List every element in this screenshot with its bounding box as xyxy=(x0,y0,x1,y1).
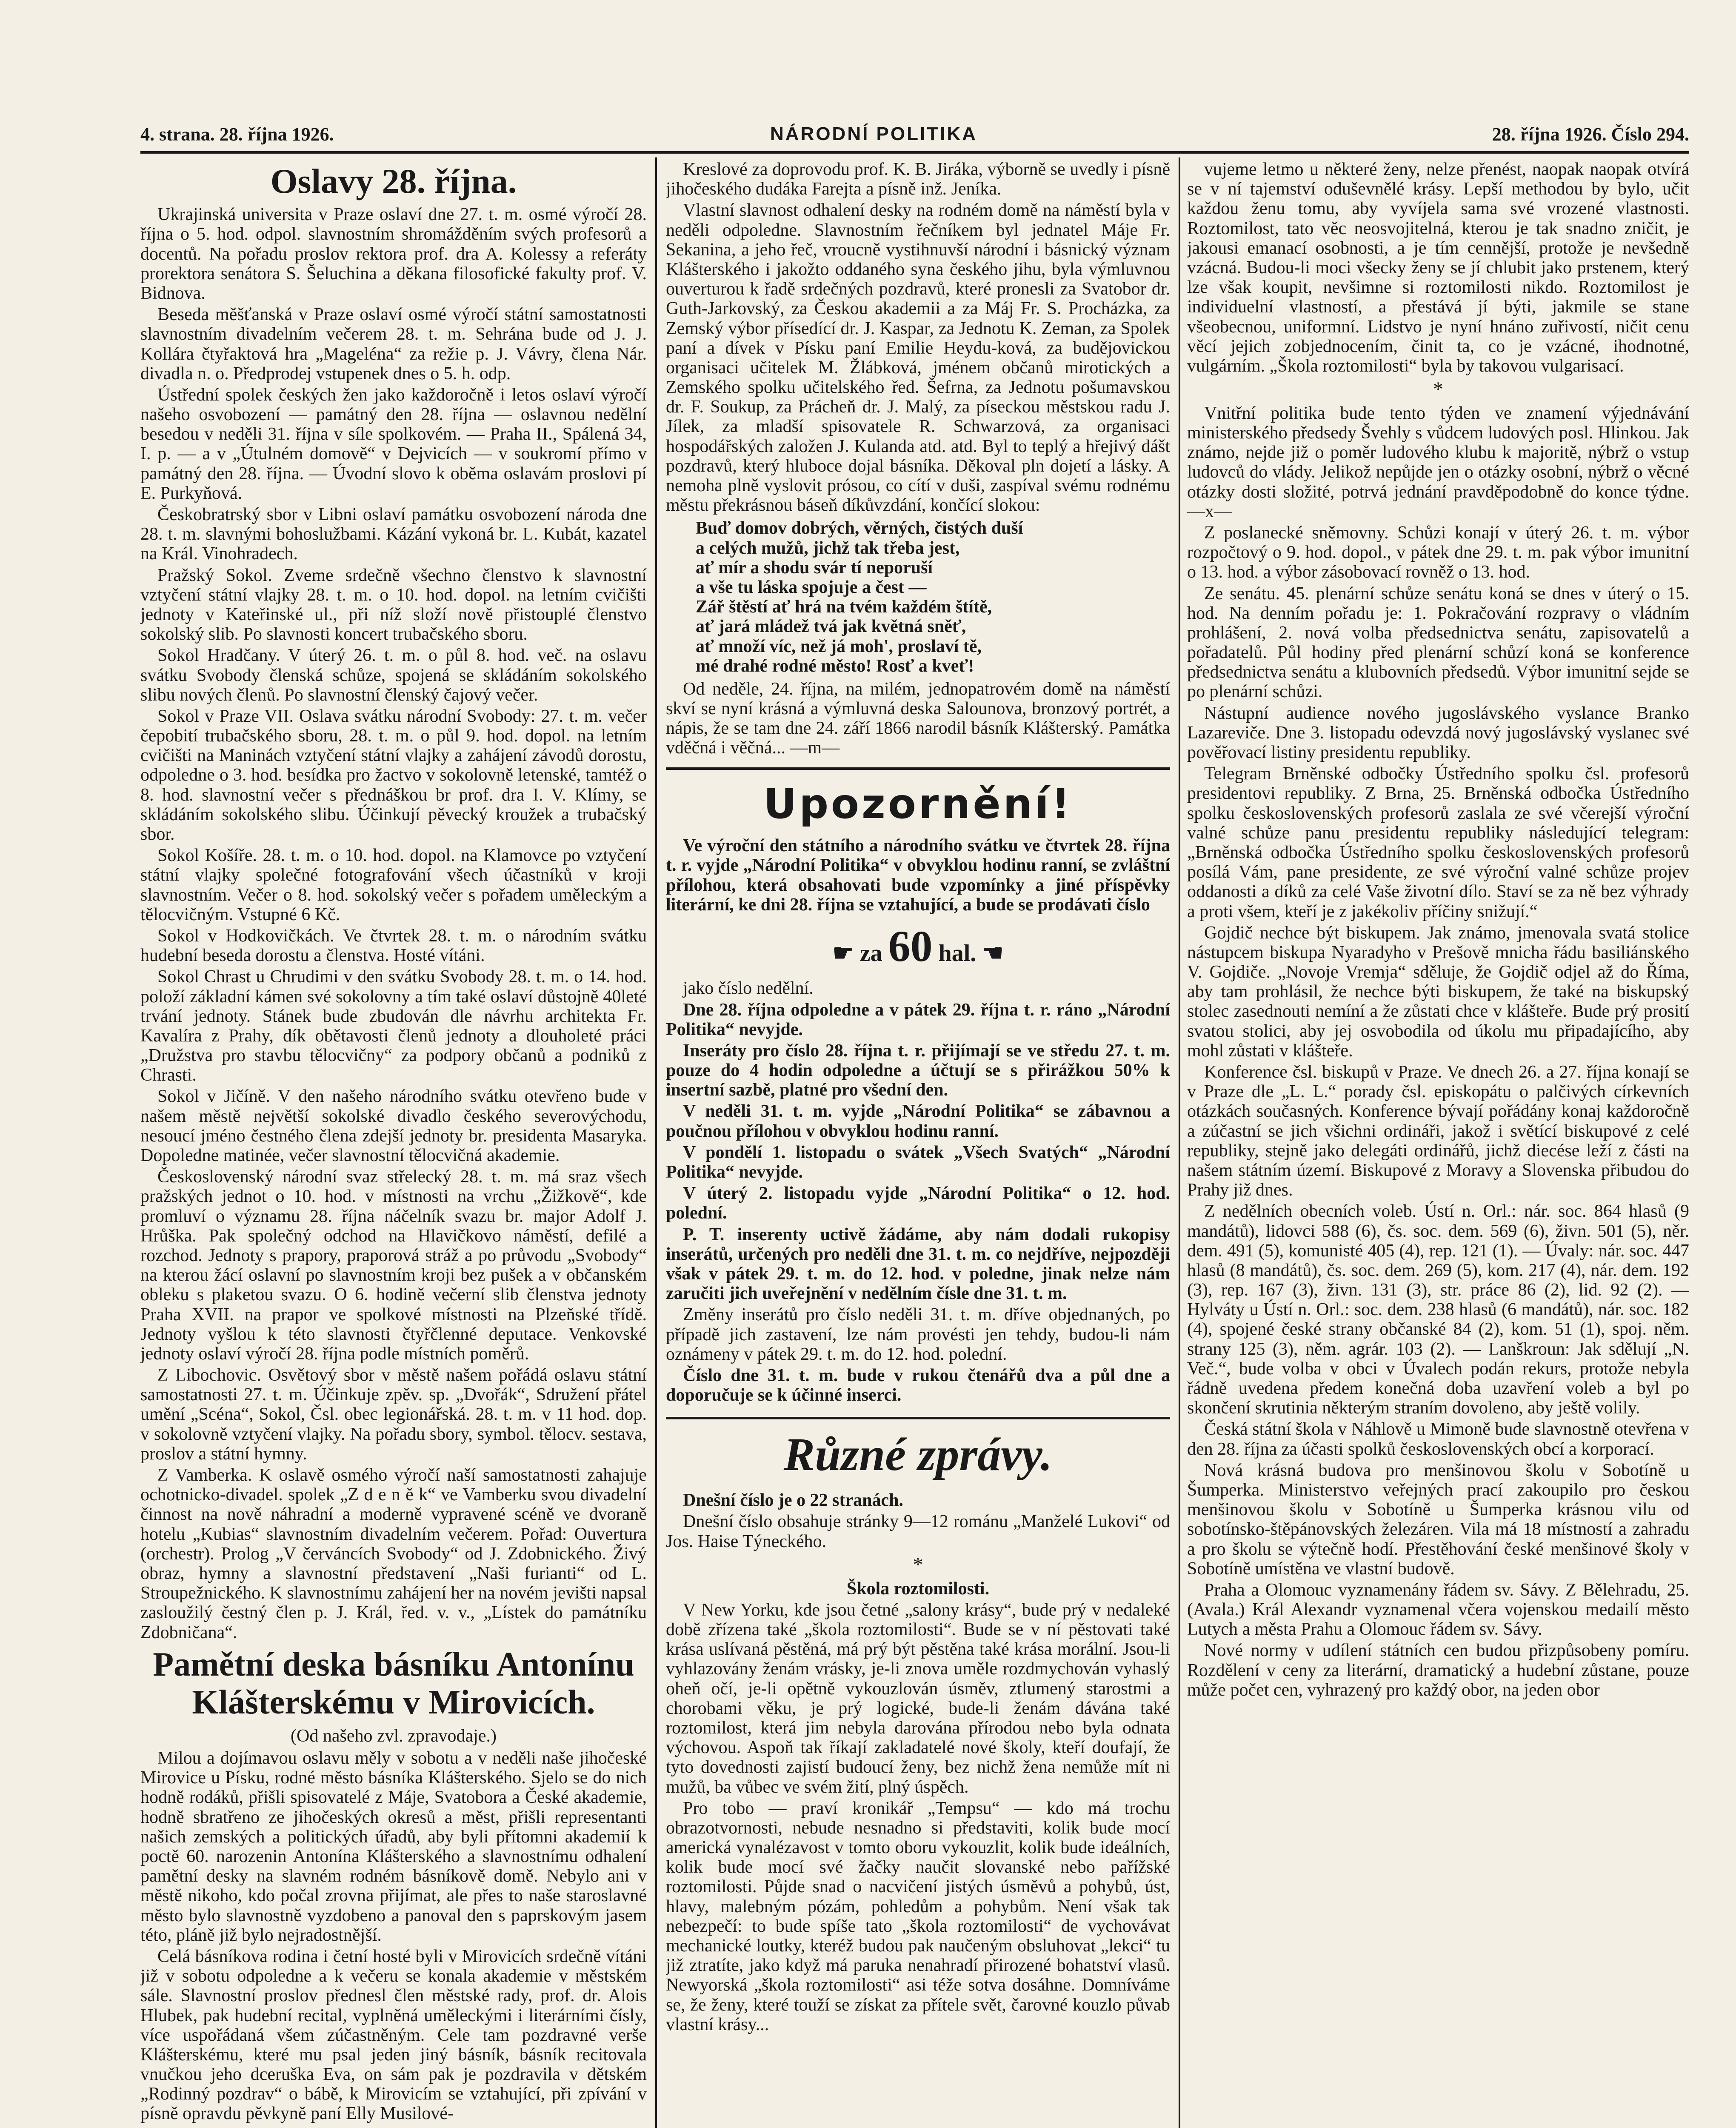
col3-paragraph: vujeme letmo u některé ženy, nelze přenést, naopak naopak otvírá se v ní tajemství oduševnělé krásy. Lepší methodou by bylo, učit každou ženu tomu, aby vyvíjela sama své vrozené vlastnosti. Roztomilost, tato věc neosvojitelná, kterou je tak snadno zničit, je jakousi emanací osobnosti, a je tím cennější, protože je nevšedně vzácná. Budou-li moci všecky ženy se jí chlubit jako prstenem, který lze však koupit, nevšimne si roztomilosti nikdo. Roztomilost je individuelní vlastností, a přestává jí býti, jakmile se stane všeobecnou, uniformní. Lidstvo je nyní hnáno zuřivostí, ničit cenu věcí jejich zobjednocením, činit ta, co je vzácné, ihodnotné, vulgárním. „Škola roztomilosti“ byla by takovou vulgarisací. xyxy=(1187,160,1689,376)
news-item: Nová krásná budova pro menšinovou školu v Sobotíně u Šumperka. Ministerstvo veřejných prací zakoupilo pro českou menšinovou školu v Sobotíně u Šumperka krásnou vilu od sobotínsko-štěpánovských železáren. Vila má 18 místností a zahradu a pro školu se výtečně hodí. Přestěhování české menšinové školy v Sobotíně umístěna ve vlastní budově. xyxy=(1187,1460,1689,1579)
news-item: Konference čsl. biskupů v Praze. Ve dnech 26. a 27. října konají se v Praze dle „L. L.“ porady čsl. episkopátu o palčivých církevních otázkách současných. Konference bývají pořádány konaj každoročně a zúčastní se jich všichni ordináři, jakož i světící biskupové z celé republiky, stejně jako delegáti ordinářů, jichž diecése leží z části na našem státním území. Biskupové z Moravy a Slovenska přibudou do Prahy již dnes. xyxy=(1187,1062,1689,1200)
news-item: Česká státní škola v Náhlově u Mimoně bude slavnostně otevřena v den 28. října za účasti spolků československých obcí a korporací. xyxy=(1187,1419,1689,1459)
school-paragraph: V New Yorku, kde jsou četné „salony krásy“, bude prý v nedaleké době zřízena také „škola roztomilosti“. Bude se v ní pěstovati také krása uslívaná pěstěná, má prý být pěstěna také krása morální. Jsou-li vyhlazovány ženám vrásky, je-li znova uměle rozdmychován vyhaslý oheň očí, je-li opětně vykouzlován úsměv, ztlumený starostmi a chorobami věku, je prý logické, bude-li ženám dávána také roztomilost, která jim nebyla darována přírodou nebo byla odnata výchovou. Aspoň tak říkají zakladatelé nové školy, kteří doufají, že tyto dovednosti zajistí budoucí ženy, bez nichž žena nemůže mít ni mužů, ba vůbec ve svém žití, plný úspěch. xyxy=(666,1600,1170,1797)
col1-paragraph: Československý národní svaz střelecký 28. t. m. má sraz všech pražských jednot o 10. hod. v místnosti na vrchu „Žižkově“, kde promluví o významu 28. října náčelník svazu br. major Adolf J. Hrůška. Pak společný odchod na Hlavičkovo náměstí, defilé a rozchod. Jednoty s prapory, praporová stráž a po průvodu „Svobody“ na kterou žácí oslavní po slavnostním kroji bez pušek a v občanském obleku s plaketou svazu. O 6. hodině večerní slib členstva jednoty Praha XVII. na prapor ve spolkové místnosti na Plzeňské třídě. Jednoty vyšlou k této slavnosti čtyřčlenné deputace. Venkovské jednoty oslaví výročí 28. října podle místních poměrů. xyxy=(140,1167,647,1364)
page-label: 4. strana. 28. října 1926. xyxy=(140,124,334,145)
news-lead-body: Dnešní číslo obsahuje stránky 9—12 románu „Manželé Lukovi“ od Jos. Haise Týneckého. xyxy=(666,1512,1170,1551)
col1-paragraph: Sokol v Jičíně. V den našeho národního svátku otevřeno bude v našem městě největší sokolské divadlo českého severovýchodu, nesoucí jméno čestného člena zdejší jednoty br. presidenta Masaryka. Dopoledne matinée, večer slavnostní tělocvičná akademie. xyxy=(140,1087,647,1165)
pointing-hand-icon: ☛ xyxy=(832,940,854,967)
news-item: Vnitřní politika bude tento týden ve znamení výjednávání ministerského předsedy Švehly s vůdcem ludových posl. Hlinkou. Jak známo, nejde již o poměr ludového klubu k majoritě, nýbrž o vstup ludovců do vlády. Jelikož nepůjde jen o otázky osobní, nýbrž o věcné otázky dosti složité, potrvá jednání pravděpodobně do konce týdne. —x— xyxy=(1187,403,1689,521)
poem xyxy=(696,518,1170,676)
news-item: Gojdič nechce být biskupem. Jak známo, jmenovala svatá stolice nástupcem biskupa Nyaradyho v Prešově mnicha řádu basiliánského V. Gojdiče. „Novoje Vremja“ sděluje, že Gojdič odjel až do Říma, aby tam prohlásil, že nechce býti biskupem, že také na biskupský stolec zasednouti nemíní a že zůstati chce v klášteře. Bude prý prosití svatou stolici, aby jej osvobodila od úkolu mu připadajícího, aby mohl zůstati v klášteře. xyxy=(1187,923,1689,1061)
memorial-paragraph: Celá básníkova rodina i četní hosté byli v Mirovicích srdečně vítáni již v sobotu odpoledne a k večeru se konala akademie v městském sále. Slavnostní proslov přednesl člen městské rady, prof. dr. Alois Hlubek, pak hudební recital, vyplněná uměleckými i literárními čísly, více uspořádaná všem zúčastněným. Cele tam pozdravné verše Klášterskému, které mu psal jeden jiný básník, básník recitovala vnučkou jeho dceruška Eva, on sám pak je pozdravila v dětském „Rodinný pozdrav“ o bábě, k Mirovicím se vztahující, při zpívání v písně opravdu pěvkyně paní Elly Musilové- xyxy=(140,1946,647,2124)
column-2 xyxy=(666,160,1170,2128)
memorial-byline: (Od našeho zvl. zpravodaje.) xyxy=(291,1726,497,1746)
price-value: 60 xyxy=(888,921,933,971)
notice-line: V pondělí 1. listopadu o svátek „Všech Svatých“ „Národní Politika“ nevyjde. xyxy=(666,1142,1170,1182)
news-item: Z nedělních obecních voleb. Ústí n. Orl.: nár. soc. 864 hlasů (9 mandátů), lidovci 588 (6), čs. soc. dem. 569 (6), živn. 501 (5), něr. dem. 491 (5), komunisté 405 (4), rep. 121 (1). — Úvaly: nár. soc. 447 hlasů (8 mandátů), čs. soc. dem. 269 (5), kom. 217 (4), nár. dem. 192 (3), rep. 167 (3), živn. 131 (3), str. práce 86 (2), lid. 92 (2). — Hylváty u Ústí n. Orl.: soc. dem. 238 hlasů (6 mandátů), nár. soc. 182 (4), spojené české strany občanské 84 (2), kom. 51 (1), spoj. něm. strany 125 (3), něm. agrár. 103 (2). — Lanškroun: Jak sdělují „N. Več.“, bude volba v obci v Úvalech podán rekurs, protože nebyla řádně uvedena předem konečná doba uzavření voleb a byl po skončení skrutinia některým straním dovoleno, aby ještě volily. xyxy=(1187,1201,1689,1418)
poem-line: Buď domov dobrých, věrných, čistých duší xyxy=(696,518,1023,538)
column-rule-2 xyxy=(1179,157,1180,2128)
poem-line: ať jará mládež tvá jak květná sněť, xyxy=(696,617,966,637)
header-rule xyxy=(140,151,1689,154)
poem-line: ať mír a shodu svár tí neporuší xyxy=(696,558,933,578)
news-item: Telegram Brněnské odbočky Ústředního spolku čsl. profesorů presidentovi republiky. Z Brna, 25. Brněnská odbočka Ústředního spolku československých profesorů zaslala ze své včerejší výroční valné schůze panu presidentu republiky následující telegram: „Brněnská odbočka Ústředního spolku československých profesorů posílá Vám, pane presidente, ze své výroční valné schůze projev oddanosti a díků za celé Vaše životní dílo. Staví se za ně bez výhrady a proti všem, kteří je z jakékoliv příčiny snižují.“ xyxy=(1187,764,1689,921)
poem-line: mé drahé rodné město! Rosť a kveť! xyxy=(696,656,974,676)
col1-paragraph: Sokol Košíře. 28. t. m. o 10. hod. dopol. na Klamovce po vztyčení státní vlajky společné fotografování všech účastníků v kroji slavnostním. Večer o 8. hod. sokolský večer s pořadem uměleckým a tělocvičným. Vstupné 6 Kč. xyxy=(140,846,647,924)
col1-paragraph: Sokol Hradčany. V úterý 26. t. m. o půl 8. hod. več. na oslavu svátku Svobody členská schůze, spojená se skládáním sokolského slibu nových členů. Po slavnostní členský čajový večer. xyxy=(140,646,647,705)
news-item: Z poslanecké sněmovny. Schůzi konají v úterý 26. t. m. výbor rozpočtový o 9. hod. dopol., v pátek dne 29. t. m. pak výbor imunitní o 13. hod. a výbor zásobovací rovněž o 13. hod. xyxy=(1187,523,1689,582)
school-title: Škola roztomilosti. xyxy=(846,1579,990,1599)
col1-paragraph: Beseda měšťanská v Praze oslaví osmé výročí státní samostatnosti slavnostním divadelním večerem 28. t. m. Sehrána bude od J. J. Kollára čtyřaktová hra „Mageléna“ za režie p. J. Vávry, člena Nár. divadla n. o. Předprodej vstupenek dnes o 5. h. odp. xyxy=(140,305,647,383)
news-item: Nové normy v udílení státních cen budou přizpůsobeny pomíru. Rozdělení v ceny za literární, dramatický a hudební zůstane, pouze může počet cen, vyhrazený pro každý obor, na jeden obor xyxy=(1187,1641,1689,1700)
notice-box xyxy=(666,767,1170,1420)
col1-paragraph: Českobratrský sbor v Libni oslaví památku osvobození národa dne 28. t. m. slavnými bohoslužbami. Kázání vykoná br. L. Kubát, kazatel na Král. Vinohradech. xyxy=(140,505,647,564)
col1-paragraph: Sokol v Hodkovičkách. Ve čtvrtek 28. t. m. o národním svátku hudební beseda dorostu a členstva. Hosté vítáni. xyxy=(140,926,647,966)
notice-line: Číslo dne 31. t. m. bude v rukou čtenářů dva a půl dne a doporučuje se k účinné inserci. xyxy=(666,1365,1170,1405)
col1-paragraph: Ústřední spolek českých žen jako každoročně i letos oslaví výročí našeho osvobození — památný den 28. října — oslavnou nedělní besedou v neděli 31. října v síle spolkovém. — Praha II., Spálená 34, I. p. — a v „Útulném domově“ v Dejvicích — v soukromí přímo v památný den 28. října. — Úvodní slovo k oběma oslavám proslovi pí E. Purkyňová. xyxy=(140,385,647,503)
col2-paragraph: Kreslové za doprovodu prof. K. B. Jiráka, výborně se uvedly i písně jihočeského dudáka Farejta a písně inž. Jeníka. xyxy=(666,160,1170,199)
poem-line: ať množí víc, než já moh', proslaví tě, xyxy=(696,636,982,656)
memorial-paragraph: Milou a dojímavou oslavu měly v sobotu a v neděli naše jihočeské Mirovice u Písku, rodné město básníka Klášterského. Sjelo se do nich hodně rodáků, přišli spisovatelé z Máje, Svatobora a České akademie, hodně sbratřeno ze jihočeských okresů a měst, přišli representanti našich zemských a politických úřadů, aby byli přítomni akademií k poctě 60. narozenin Antonína Klášterského a slavnostnímu odhalení pamětní desky na slavném rodném básníkově domě. Nebylo ani v městě nikoho, kdo počal zrovna přijímat, ale přes to naše staroslavné město bylo slavnostně vyzdobeno a panoval den s paprskovým jasem této, pláně již bylo nejradostnější. xyxy=(140,1748,647,1945)
poem-line: a celých mužů, jichž tak třeba jest, xyxy=(696,538,960,558)
notice-line: V neděli 31. t. m. vyjde „Národní Politika“ se zábavnou a poučnou přílohou v obvyklou hodinu ranní. xyxy=(666,1101,1170,1141)
col1-paragraph: Z Libochovic. Osvětový sbor v městě našem pořádá oslavu státní samostatnosti 27. t. m. Účinkuje zpěv. sp. „Dvořák“, Sdružení přátel umění „Scéna“, Sokol, Čsl. obec legionářská. 28. t. m. v 11 hod. dop. v sokolovně vztyčení vlajky. Na pořadu sbory, symbol. tělocv. sestava, proslov a státní hymny. xyxy=(140,1365,647,1464)
notice-line: P. T. inserenty uctivě žádáme, aby nám dodali rukopisy inserátů, určených pro neděli dne 31. t. m. co nejdříve, nejpozději však v pátek 29. t. m. do 12. hod. v poledne, jinak nelze nám zaručiti jich uveřejnění v nedělním čísle dne 31. t. m. xyxy=(666,1224,1170,1304)
poem-line: Zář štěstí ať hrá na tvém každém štítě, xyxy=(696,597,992,617)
notice-line: Dne 28. října odpoledne a v pátek 29. října t. r. ráno „Národní Politika“ nevyjde. xyxy=(666,1000,1170,1039)
asterisk-divider: * xyxy=(1433,378,1443,401)
price-line xyxy=(666,922,1170,971)
col1-paragraph: Ukrajinská universita v Praze oslaví dne 27. t. m. osmé výročí 28. října o 5. hod. odpol. slavnostním shromážděním svých profesorů a docentů. Na pořadu proslov rektora prof. dra A. Kolessy a referáty prorektora senátora S. Šeluchina a děkana filosofické fakulty prof. V. Bidnova. xyxy=(140,205,647,303)
news-section-title: Různé zprávy. xyxy=(783,1428,1053,1481)
price-unit: hal. xyxy=(938,940,976,967)
notice-title: Upozornění! xyxy=(763,780,1073,828)
pointing-hand-left-icon: ☚ xyxy=(982,940,1004,967)
asterisk-divider: * xyxy=(913,1553,923,1576)
notice-line: Změny inserátů pro číslo neděli 31. t. m. dříve objednaných, po případě jich zastavení, lze nám provésti jen tehdy, budou-li nám oznámeny v pátek 29. t. m. do 12. hod. polední. xyxy=(666,1305,1170,1364)
col2-paragraph: Od neděle, 24. října, na milém, jednopatrovém domě na náměstí skví se nyní krásná a výmluvná deska Salounova, bronzový portrét, a nápis, že se tam dne 24. září 1866 narodil básník Klášterský. Památka vděčná i věčná... —m— xyxy=(666,679,1170,758)
news-item: Nástupní audience nového jugoslávského vyslance Branko Lazareviče. Dne 3. listopadu odevzdá nový jugoslávský vyslanec své pověřovací listiny presidentu republiky. xyxy=(1187,703,1689,763)
running-header xyxy=(140,123,1689,149)
issue-label: 28. října 1926. Číslo 294. xyxy=(1492,124,1689,145)
price-prefix: za xyxy=(859,940,882,967)
col1-paragraph: Sokol v Praze VII. Oslava svátku národní Svobody: 27. t. m. večer čepobití trubačského sboru, 28. t. m. o půl 9. hod. dopol. na letním cvičišti na Maninách vztyčení státní vlajky a zahájení závodů dorostu, odpoledne o 3. hod. besídka pro žactvo v sokolovně letenské, tamtéž o 8. hod. slavnostní večer s přednáškou br prof. dra I. V. Klímy, se skládáním sokolského slibu. Účinkují pěvecký kroužek a trubačský sbor. xyxy=(140,706,647,844)
column-rule-1 xyxy=(655,157,657,2128)
col1-paragraph: Z Vamberka. K oslavě osmého výročí naší samostatnosti zahajuje ochotnicko-divadel. spolek „Z d e n ě k“ ve Vamberku svou divadelní činnost na nově náhradní a moderně vypravené scéně ve dvoraně hotelu „Kubias“ slavnostním divadelním večerem. Pořad: Ouvertura (orchestr). Prolog „V červáncích Svobody“ od J. Zdobnického. Živý obraz, hymny a slavnostní představení „Naši furianti“ od L. Stroupežnického. K slavnostnímu zahájení her na novém jevišti napsal zasloužilý čestný člen p. J. Král, řed. v. v., „Lístek do památníku Zdobničana“. xyxy=(140,1465,647,1642)
col1-paragraph: Pražský Sokol. Zveme srdečně všechno členstvo k slavnostní vztyčení státní vlajky 28. t. m. o 10. hod. dopol. na letním cvičišti jednoty v Kateřinské ul., při níž složí nově přistouplé členstvo sokolský slib. Po slavnosti koncert trubačského sboru. xyxy=(140,565,647,644)
masthead: NÁRODNÍ POLITIKA xyxy=(770,123,977,144)
notice-line: Inseráty pro číslo 28. října t. r. přijímají se ve středu 27. t. m. pouze do 4 hodin odpoledne a účtují se s přirážkou 50% k insertní sazbě, platné pro všední den. xyxy=(666,1041,1170,1100)
notice-paragraph: Ve výroční den státního a národního svátku ve čtvrtek 28. října t. r. vyjde „Národní Politika“ v obvyklou hodinu ranní, se zvláštní přílohou, která obsahovati bude vzpomínky a jiné příspěvky literární, ke dni 28. října se vztahující, a bude se prodávati číslo xyxy=(666,836,1170,915)
notice-line: jako číslo nedělní. xyxy=(683,978,814,998)
memorial-title: Pamětní deska básníku Antonínu Klášterskému v Mirovicích. xyxy=(153,1645,634,1722)
col2-paragraph: Vlastní slavnost odhalení desky na rodném domě na náměstí byla v neděli odpoledne. Slavnostním řečníkem byl jednatel Máje Fr. Sekanina, a jeho řeč, vroucně vystihnuvší národní i básnický význam Klášterského i jakožto oddaného syna českého jihu, byla výmluvnou ouverturou k řadě srdečných pozdravů, které pronesli za Svatobor dr. Guth-Jarkovský, za Českou akademii a za Máj Fr. S. Procházka, za Zemský výbor přísedící dr. J. Kaspar, za Jednotu K. Zeman, za Spolek paní a dívek v Písku paní Emilie Heydu-ková, za budějovickou organisaci učitelek M. Žlábková, jménem občanů mirotických a Zemského spolku učitelského řed. Šefrna, za Jednotu pošumavskou dr. F. Soukup, za Prácheň dr. J. Malý, za píseckou městskou radu J. Jílek, za mladší spisovatele R. Schwarzová, za organisaci hospodářských založen J. Kulanda atd. atd. Byl to teplý a hřejivý dášt pozdravů, který hluboce dojal básníka. Děkoval pln dojetí a lásky. A nemoha plně vyslovit prósou, co cítí v duši, zaspíval svému rodnému městu překrásnou báseň díkůvzdání, končící slokou: xyxy=(666,200,1170,515)
news-item: Praha a Olomouc vyznamenány řádem sv. Sávy. Z Bělehradu, 25. (Avala.) Král Alexandr vyznamenal včera vojenskou medailí město Lutych a města Prahu a Olomouc řádem sv. Sávy. xyxy=(1187,1580,1689,1639)
news-lead-heading: Dnešní číslo je o 22 stranách. xyxy=(683,1490,903,1510)
notice-line: V úterý 2. listopadu vyjde „Národní Politika“ o 12. hod. polední. xyxy=(666,1184,1170,1223)
column-1 xyxy=(140,160,647,2128)
poem-line: a vše tu láska spojuje a čest — xyxy=(696,577,927,597)
section-title-oslavy: Oslavy 28. října. xyxy=(270,162,517,200)
news-item: Ze senátu. 45. plenární schůze senátu koná se dnes v úterý o 15. hod. Na denním pořadu je: 1. Pokračování rozpravy o vládním prohlášení, 2. nová volba předsednictva senátu, zapisovatelů a pořadatelů. Půl hodiny před plenární schůzí koná se konference předsednictva senátu a klubovních předsedů. Výbor imunitní sejde se po plenární schůzi. xyxy=(1187,583,1689,702)
col1-paragraph: Sokol Chrast u Chrudimi v den svátku Svobody 28. t. m. o 14. hod. položí základní kámen své sokolovny a tím také oslaví důstojně 40leté trvání jednoty. Stánek bude zbudován dle návrhu architekta Fr. Kavalíra z Prahy, dík obětavosti členů jednoty a dlouholeté práci „Družstva pro stavbu tělocvičny“ za podpory občanů a podniků z Chrasti. xyxy=(140,967,647,1085)
column-3 xyxy=(1187,160,1689,2128)
school-paragraph: Pro tobo — praví kronikář „Tempsu“ — kdo má trochu obrazotvornosti, nebude nesnadno si představiti, kolik bude mocí americká vynalézavost v tomto oboru vykouzlit, kolik bude ideálních, kolik bude mocí své žačky naučit slovanské nebo pařížské roztomilosti. Půjde snad o nacvičení jistých úsměvů a pohybů, úst, hlavy, malebným pózám, pohledům a pohybům. Není však tak nebezpečí: to bude spíše tato „škola roztomilosti“ de vychovávat mechanické loutky, kteréž budou pak naučeným obsluhovat „lekci“ tu již ztratíte, jako když má paruka nenahradí přirozené bohatství vlasů. Newyorská „škola roztomilosti“ asi téže sotva dosáhne. Domníváme se, že ženy, které touží se získat za přítele svět, čarovné kouzlo půvab vlastní krásy... xyxy=(666,1798,1170,2034)
